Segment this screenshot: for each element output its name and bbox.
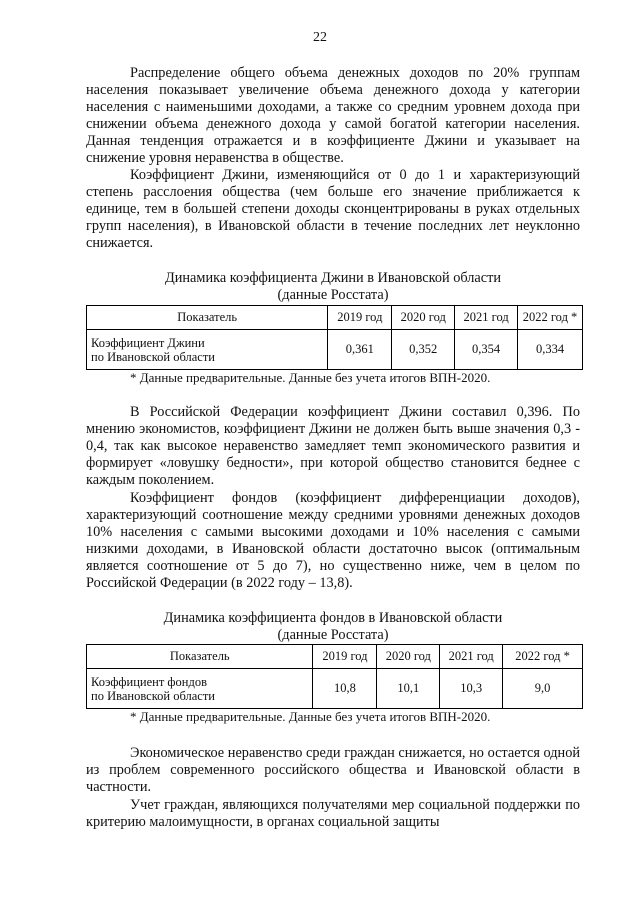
value-2020: 10,1 [377, 669, 440, 709]
value-2020: 0,352 [392, 330, 455, 370]
value-2022: 9,0 [503, 669, 583, 709]
paragraph-income-distribution: Распределение общего объема денежных доходов по 20% группам населения показывает увеличение объема денежного дохода у категории населения с наименьшими доходами, а также со средним уровнем дохода при снижении объема денежного дохода у самой богатой категории населения. Данная тенденция отражается и в коэффициенте Джини и указывает на снижение уровня неравенства в обществе. [86, 65, 580, 166]
gini-table [86, 305, 583, 370]
table1-note: * Данные предварительные. Данные без учета итогов ВПН-2020. [130, 370, 491, 385]
header-indicator: Показатель [87, 645, 313, 669]
value-2021: 10,3 [440, 669, 503, 709]
paragraph-social-support: Учет граждан, являющихся получателями мер социальной поддержки по критерию малоимущности, в органах социальной защиты [86, 797, 580, 830]
value-2021: 0,354 [455, 330, 518, 370]
header-2021: 2021 год [455, 306, 518, 330]
row-label-line2: по Ивановской области [91, 349, 215, 364]
table2-caption-source: (данные Росстата) [277, 627, 389, 643]
header-indicator: Показатель [87, 306, 328, 330]
header-2021: 2021 год [440, 645, 503, 669]
row-label [87, 330, 328, 370]
table2-caption-title: Динамика коэффициента фондов в Ивановской области [163, 610, 503, 626]
table-header-row [87, 645, 583, 669]
row-label [87, 669, 313, 709]
header-2019: 2019 год [313, 645, 377, 669]
paragraph-funds-coefficient: Коэффициент фондов (коэффициент дифференциации доходов), характеризующий соотношение между средними уровнями денежных доходов 10% населения с самыми высокими доходами и 10% населения с самыми низкими доходами, в Ивановской области достаточно высок (оптимальным является соотношение от 5 до 7), но существенно ниже, чем в целом по Российской Федерации (в 2022 году – 13,8). [86, 490, 580, 591]
header-2020: 2020 год [392, 306, 455, 330]
table1-caption-source: (данные Росстата) [277, 287, 389, 303]
value-2019: 10,8 [313, 669, 377, 709]
table-header-row [87, 306, 583, 330]
table2-note: * Данные предварительные. Данные без учета итогов ВПН-2020. [130, 709, 491, 724]
header-2022: 2022 год * [518, 306, 583, 330]
value-2022: 0,334 [518, 330, 583, 370]
paragraph-inequality-conclusion: Экономическое неравенство среди граждан снижается, но остается одной из проблем современного российского общества и Ивановской области в частности. [86, 745, 580, 795]
funds-table [86, 644, 583, 709]
row-label-line2: по Ивановской области [91, 688, 215, 703]
page-number: 22 [313, 30, 327, 45]
value-2019: 0,361 [328, 330, 392, 370]
table1-caption [86, 270, 580, 304]
paragraph-gini-definition: Коэффициент Джини, изменяющийся от 0 до 1 и характеризующий степень расслоения общества (чем больше его значение приближается к единице, тем в большей степени доходы сконцентрированы в руках отдельных групп населения), в Ивановской области в течение последних лет неуклонно снижается. [86, 167, 580, 251]
table1-caption-title: Динамика коэффициента Джини в Ивановской области [165, 270, 501, 286]
row-label-line1: Коэффициент фондов [91, 674, 207, 689]
paragraph-russia-gini: В Российской Федерации коэффициент Джини составил 0,396. По мнению экономистов, коэффициент Джини не должен быть выше значения 0,3 - 0,4, так как высокое неравенство замедляет темп экономического развития и формирует «ловушку бедности», при которой общество становится беднее с каждым поколением. [86, 404, 580, 488]
header-2022: 2022 год * [503, 645, 583, 669]
table-row [87, 669, 583, 709]
table-row [87, 330, 583, 370]
header-2019: 2019 год [328, 306, 392, 330]
header-2020: 2020 год [377, 645, 440, 669]
table2-caption [86, 610, 580, 644]
row-label-line1: Коэффициент Джини [91, 335, 205, 350]
